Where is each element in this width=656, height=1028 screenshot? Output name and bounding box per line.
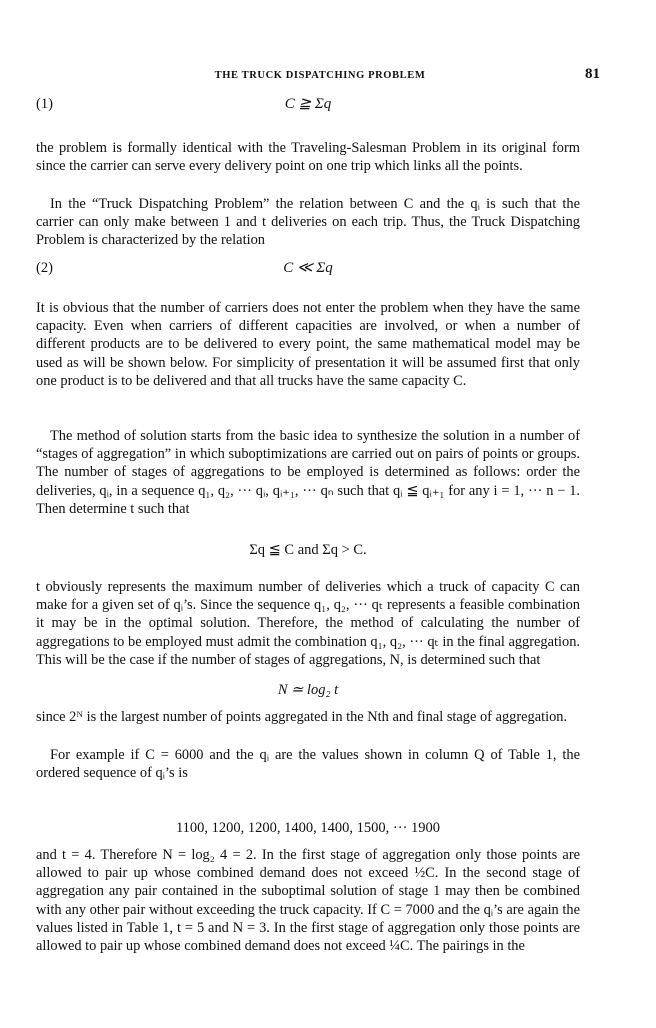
- paragraph-6: since 2ᴺ is the largest number of points aggregated in the Nth and final stage of aggregation.: [36, 709, 568, 725]
- equation-1: [36, 94, 580, 118]
- equation-2: [36, 258, 580, 282]
- equation-4: N ≃ log₂ t: [277, 682, 339, 698]
- paragraph-5: t obviously represents the maximum number of deliveries which a truck of capacity C can make for a given set of qᵢ’s. Since the sequence q₁, q₂, ··· qₜ represents a feasible combination it may be in the optimal solution. Therefore, the method of calculating the number of aggregations to be employed must admit the combination q₁, q₂, ··· qₜ in the final aggregation. This will be the case if the number of stages of aggregations, N, is determined such that: [36, 579, 580, 668]
- ordered-sequence: 1100, 1200, 1200, 1400, 1400, 1500, ··· 1900: [175, 820, 441, 836]
- page-number: 81: [585, 66, 600, 82]
- equation-2-body: C ≪ Σq: [283, 260, 333, 276]
- paragraph-4: The method of solution starts from the basic idea to synthesize the solution in a number of “stages of aggregation” in which suboptimizations are carried out on pairs of points or groups. The number of stages of aggregations to be employed is determined as follows: order the deliveries, qᵢ, in a sequence q₁, q₂, ··· qᵢ, qᵢ₊₁, ··· qₙ such that qᵢ ≦ qᵢ₊₁ for any i = 1, ··· n − 1. Then determine t such that: [36, 428, 580, 517]
- page-header: [40, 66, 600, 86]
- running-title: THE TRUCK DISPATCHING PROBLEM: [214, 70, 426, 81]
- equation-1-number: (1): [36, 96, 53, 112]
- equation-2-number: (2): [36, 260, 53, 276]
- paragraph-3: It is obvious that the number of carriers does not enter the problem when they have the same capacity. Even when carriers of different capacities are involved, or when a number of different products are to be delivered to every point, the same mathematical model may be used as will be shown below. For simplicity of presentation it will be assumed first that only one product is to be delivered and that all trucks have the same capacity C.: [36, 300, 580, 389]
- equation-3: Σq ≦ C and Σq > C.: [249, 542, 367, 558]
- equation-1-body: C ≧ Σq: [284, 96, 332, 112]
- paragraph-8: and t = 4. Therefore N = log₂ 4 = 2. In the first stage of aggregation only those points are allowed to pair up whose combined demand does not exceed ½C. In the second stage of aggregation any pair contained in the suboptimal solution of stage 1 may then be combined with any other pair without exceeding the truck capacity. If C = 7000 and the qᵢ’s are again the values listed in Table 1, t = 5 and N = 3. In the first stage of aggregation only those points are allowed to pair up whose combined demand does not exceed ¼C. The pairings in the: [36, 847, 580, 955]
- paragraph-7: For example if C = 6000 and the qᵢ are the values shown in column Q of Table 1, the ordered sequence of qᵢ’s is: [36, 747, 580, 782]
- paragraph-1: the problem is formally identical with the Traveling-Salesman Problem in its original form since the carrier can serve every delivery point on one trip which links all the points.: [36, 140, 580, 175]
- paragraph-2: In the “Truck Dispatching Problem” the relation between C and the qᵢ is such that the carrier can only make between 1 and t deliveries on each trip. Thus, the Truck Dispatching Problem is characterized by the relation: [36, 196, 580, 249]
